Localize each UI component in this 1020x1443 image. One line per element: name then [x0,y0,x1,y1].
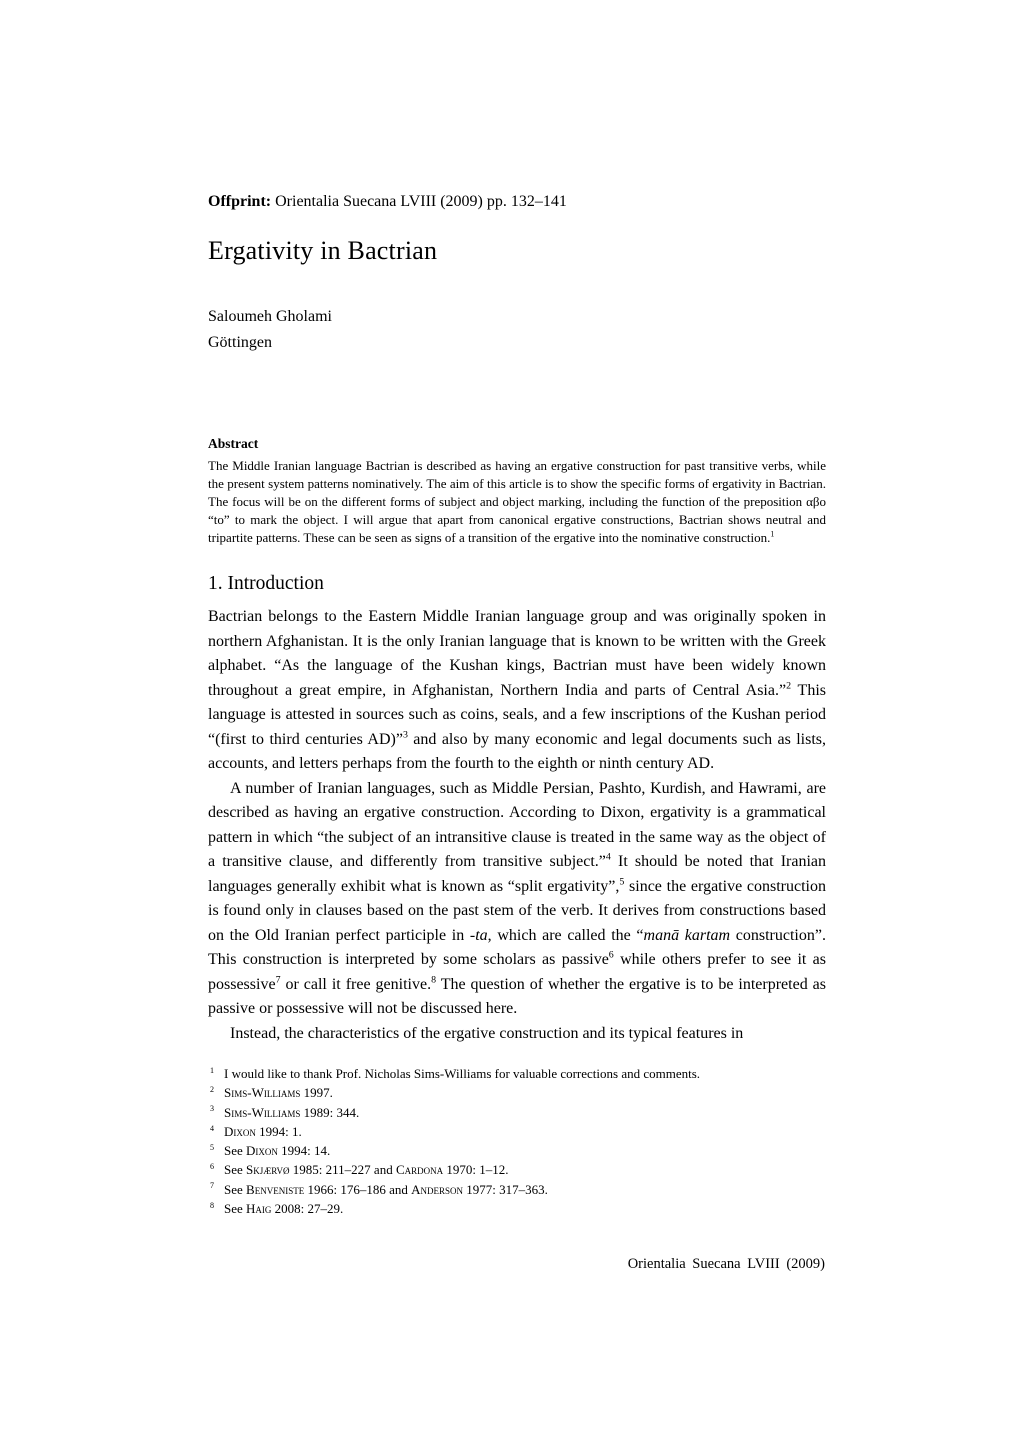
author-name: Saloumeh Gholami [208,308,332,325]
intro-paragraph-2: A number of Iranian languages, such as Middle Persian, Pashto, Kurdish, and Hawrami, are described as having an ergative construction. According to Dixon, ergativity is a grammatical pattern in which “the subject of an intransitive clause is treated in the same way as the object of a transitive clause, and differently from transitive subject.”$^4$ It should be noted that Iranian languages generally exhibit what is known as “split ergativity”,$^5$ since the ergative construction is found only in clauses based on the past stem of the verb. It derives from constructions based on the Old Iranian perfect participle in -ta, which are called the “manā kartam construction”. This construction is interpreted by some scholars as passive$^6$ while others prefer to see it as possessive$^7$ or call it free genitive.$^8$ The question of whether the ergative is to be interpreted as passive or possessive will not be discussed here. [208,779,827,1017]
footnote-item-3: $^3$ Sims-Williams 1989: 344. [210,1104,360,1120]
footnote-text: Sims-Williams 1989: 344. [224,1104,360,1120]
abstract-heading: Abstract [208,436,259,451]
footnote-item-5: $^5$ See Dixon 1994: 14. [210,1142,331,1159]
footnotes [208,1064,826,1218]
footnote-item-6: $^6$ See Skjærvø 1985: 211–227 and Cardona 1970: 1–12. [210,1162,509,1178]
footnote-text: See Skjærvø 1985: 211–227 and Cardona 1970: 1–12. [224,1162,509,1178]
section-heading-introduction: 1. Introduction [208,573,324,594]
intro-paragraph-3: Instead, the characteristics of the ergative construction and its typical features in [230,1024,744,1042]
text-column [208,0,826,1218]
intro-paragraph-1: Bactrian belongs to the Eastern Middle Iranian language group and was originally spoken in northern Afghanistan. It is the only Iranian language that is known to be written with the Greek alphabet. “As the language of the Kushan kings, Bactrian must have been widely known throughout a great empire, in Afghanistan, Northern India and parts of Central Asia.”$^2$ This language is attested in sources such as coins, seals, and a few inscriptions of the Kushan period “(first to third centuries AD)”$^3$ and also by many economic and legal documents such as lists, accounts, and letters perhaps from the fourth to the eighth or ninth century AD. [208,608,827,772]
footnote-text: Dixon 1994: 1. [224,1123,302,1139]
offprint-citation: Orientalia Suecana LVIII (2009) pp. 132–141 [271,193,567,210]
offprint-line [208,192,826,212]
footnote-text: I would like to thank Prof. Nicholas Sims-Williams for valuable corrections and comments. [224,1066,701,1081]
journal-footer: Orientalia Suecana LVIII (2009) [627,1256,825,1272]
abstract-text: The Middle Iranian language Bactrian is described as having an ergative construction for past transitive verbs, while the present system patterns nominatively. The aim of this article is to show the specific forms of ergativity in Bactrian. The focus will be on the different forms of subject and object marking, including the function of the preposition αβο “to” to mark the object. I will argue that apart from canonical ergative constructions, Bactrian shows neutral and tripartite patterns. These can be seen as signs of a transition of the ergative into the nominative construction.$^1$ [208,458,826,545]
footnote-item-1: $^1$ I would like to thank Prof. Nicholas Sims-Williams for valuable corrections and comments. [210,1065,701,1081]
paper-title: Ergativity in Bactrian [208,236,438,265]
author-affiliation: Göttingen [208,334,272,351]
footnote-text: Sims-Williams 1997. [224,1085,333,1101]
footnote-item-7: $^7$ See Benveniste 1966: 176–186 and Anderson 1977: 317–363. [210,1181,548,1197]
offprint-label: Offprint: [208,193,272,210]
footnote-item-2: $^2$ Sims-Williams 1997. [210,1084,333,1101]
footnote-text: See Haig 2008: 27–29. [224,1201,344,1217]
footnote-text: See Dixon 1994: 14. [224,1143,331,1159]
footnote-text: See Benveniste 1966: 176–186 and Anderson 1977: 317–363. [224,1181,548,1197]
footnote-item-4: $^4$ Dixon 1994: 1. [210,1123,302,1139]
footnote-item-8: $^8$ See Haig 2008: 27–29. [210,1200,344,1217]
author-block [208,304,826,356]
